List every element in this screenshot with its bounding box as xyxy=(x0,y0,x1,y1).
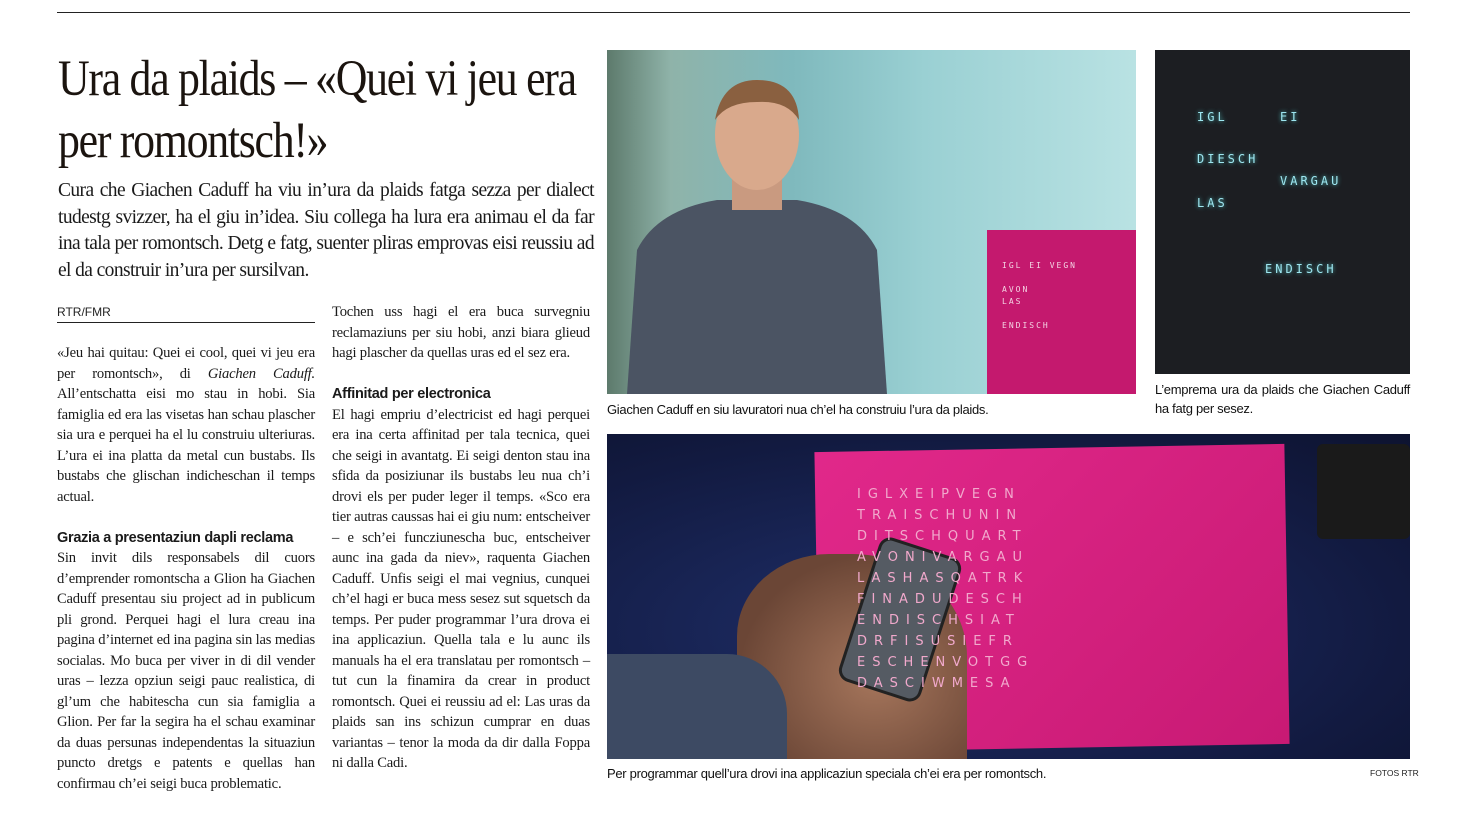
column-2 xyxy=(332,302,590,794)
clock-word: DIESCH xyxy=(1197,152,1259,166)
clock-word: IGL xyxy=(1197,110,1228,124)
paragraph xyxy=(57,343,315,507)
photo-credit: FOTOS RTR xyxy=(1370,768,1419,778)
clock-word: EI xyxy=(1280,110,1301,124)
clock-word: ENDISCH xyxy=(1265,262,1337,276)
clock-line: DASCIWMESA xyxy=(857,676,1017,691)
clock-letters xyxy=(1002,260,1077,332)
subheading: Affinitad per electronica xyxy=(332,386,491,402)
clock-line: IGL EI VEGN xyxy=(1002,261,1077,270)
article-title: Ura da plaids – «Quei vi jeu era per romontsch!» xyxy=(58,51,576,169)
photo-app-programming xyxy=(607,434,1410,759)
paragraph: Tochen uss hagi el era buca survegniu reclamaziuns per siu hobi, anzi biara glieud hagi plascher da quellas uras ed el sez era. xyxy=(332,304,590,361)
photo-workshop xyxy=(607,50,1136,394)
clock-line: DRFISUSIEFR xyxy=(857,634,1019,649)
clock-line: ESCHENVOTGG xyxy=(857,655,1035,670)
clock-word: LAS xyxy=(1197,196,1228,210)
text: All’entschatta eisi mo stau in hobi. Sia famiglia ed era las visetas han schau plascher sia ura e perquei ha el lu construiu ulteriuras. L’ura ei ina platta da metal cun bustabs. Ils bustabs che glischan indicheschan il temps actual. xyxy=(57,386,315,505)
byline: RTR/FMR xyxy=(57,305,315,323)
subheading: Grazia a presentaziun dapli reclama xyxy=(57,529,294,546)
paragraph: Sin invit dils responsabels dil cuors d’emprender romontscha a Glion ha Giachen Caduff presentau siu project ad in publicum pli grond. Perquei hagi el lura creau ina pagina d’internet ed ina pagina sin las medias socialas. Mo buca per viver in di dil vender uras – lezza opziun seigi pauc realistica, di gl’um che habitescha cun sia famiglia a Glion. Per far la segira ha el schau examinar da duas persunas independentas la situaziun puncto dretgs e patents e quellas han confirmau ch’ei seigi buca problematic. xyxy=(57,550,315,792)
photo-first-clock xyxy=(1155,50,1410,374)
article-lede: Cura che Giachen Caduff ha viu in’ura da plaids fatga sezza per dialect tudestg svizzer, ha el giu in’idea. Siu collega ha lura era animau el da far ina tala per romontsch. Detg e fatg, suenter pliras emprovas eisi reussiu ad el da construir in’ura per sursilvan. xyxy=(58,180,594,281)
top-rule xyxy=(57,12,1410,13)
man-figure xyxy=(627,80,887,394)
clock-line: ENDISCH xyxy=(1002,321,1050,330)
clock-line: ENDISCHSIAT xyxy=(857,613,1021,628)
clock-line: IGLXEIPVEGN xyxy=(857,487,1021,502)
clock-letters xyxy=(857,484,1034,694)
clock-line: TRAISCHUNIN xyxy=(857,508,1024,523)
clock-word: VARGAU xyxy=(1280,174,1342,188)
column-1 xyxy=(57,343,315,815)
photo-caption: L’emprema ura da plaids che Giachen Caduff ha fatg per sesez. xyxy=(1155,382,1410,416)
photo-caption: Per programmar quell’ura drovi ina applicaziun speciala ch’ei era per romontsch. xyxy=(607,766,1047,781)
clock-line: LASHASQATRK xyxy=(857,571,1030,586)
text: «Jeu hai quitau: Quei ei cool, quei vi jeu era per romontsch», di xyxy=(57,345,315,382)
person-name: Giachen Caduff. xyxy=(207,365,315,382)
clock-line: FINADUDESCH xyxy=(857,592,1029,607)
photo-caption: Giachen Caduff en siu lavuratori nua ch’el ha construiu l’ura da plaids. xyxy=(607,402,989,417)
clock-line: DITSCHQUART xyxy=(857,529,1028,544)
sleeve xyxy=(607,654,787,759)
paragraph: El hagi empriu d’electricist ed hagi perquei era ina certa affinitad per tala tecnica, quei che seigi in avantatg. Ei seigi denton stau ina sfida da posiziunar ils bustabs leu nua ch’i drovi els per puder leger il temps. «Sco era tier autras caussas hai ei giu num: entscheiver – e sch’ei funcziunescha buc, entscheiver aunc ina gada da niev», raquenta Giachen Caduff. Unfis seigi el mai vegnius, cunquei ch’el hagi er buca mess sesez sut squetsch da temps. Per puder programmar l’ura drova ei ina applicaziun. Quella tala e lu aunc ils manuals ha el era translatau per romontsch – tut cun la finamira da crear in product romontsch. Quei ei reussiu ad el: Las uras da plaids san ins schizun cumprar en duas variantas – tenor la moda da dir dalla Foppa ni dalla Cadi. xyxy=(332,406,590,771)
clock-line: AVON xyxy=(1002,285,1030,294)
device-box xyxy=(1317,444,1410,539)
clock-line: LAS xyxy=(1002,297,1023,306)
clock-line: AVONIVARGAU xyxy=(857,550,1029,565)
